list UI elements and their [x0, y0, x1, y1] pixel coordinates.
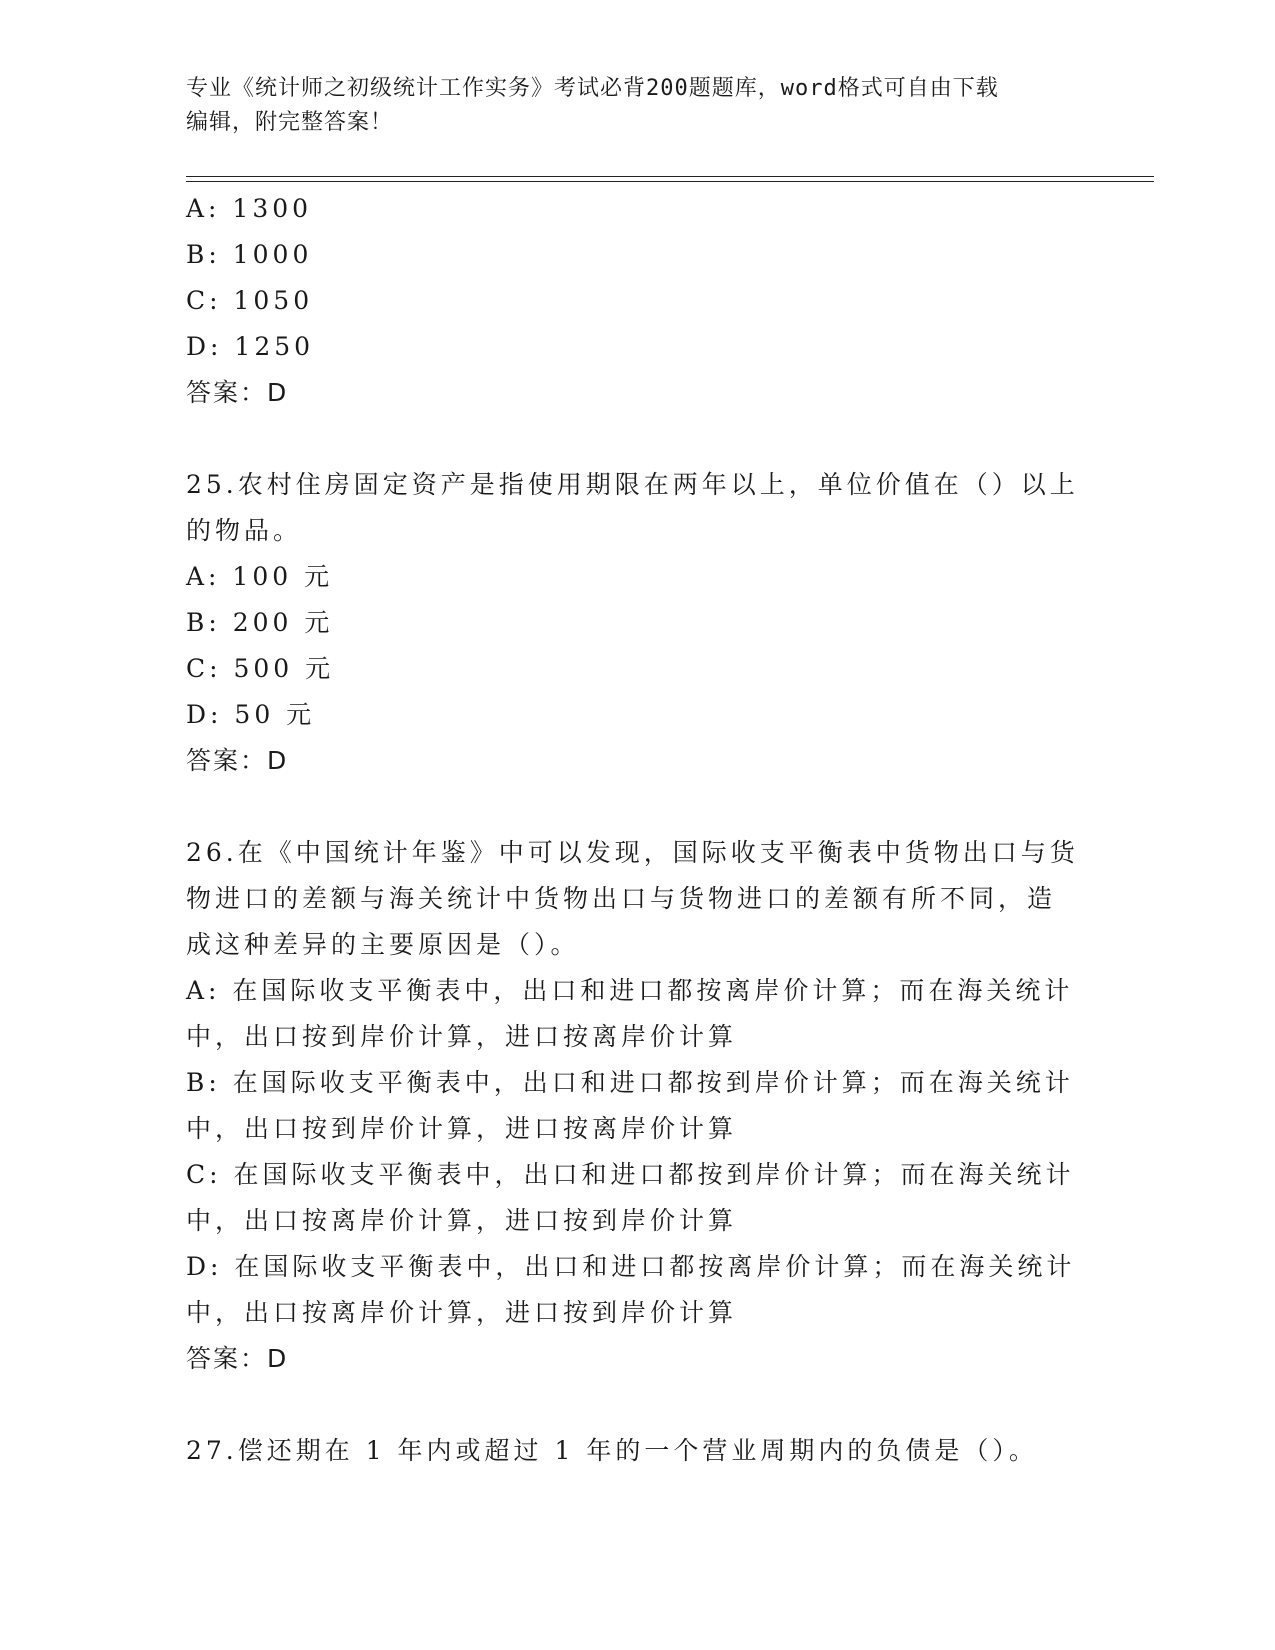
question-stem-line: 成这种差异的主要原因是（）。 [186, 930, 580, 959]
header-title-line-2: 编辑，附完整答案！ [186, 110, 394, 135]
option-d: D: 50 元 [186, 700, 316, 729]
question-stem-line: 的物品。 [186, 516, 303, 545]
option-d: D: 1250 [186, 332, 315, 361]
option-b-line-2: 中，出口按到岸价计算，进口按离岸价计算 [186, 1114, 738, 1143]
option-a-line-1: A: 在国际收支平衡表中，出口和进口都按离岸价计算；而在海关统计 [186, 976, 1074, 1005]
header-divider-top [186, 176, 1154, 177]
spacer [186, 1382, 1086, 1428]
question-stem-line: 26.在《中国统计年鉴》中可以发现，国际收支平衡表中货物出口与货 [186, 838, 1079, 867]
question-content [186, 186, 1086, 1474]
question-stem-line: 27.偿还期在 1 年内或超过 1 年的一个营业周期内的负债是（）。 [186, 1436, 1038, 1465]
spacer [186, 784, 1086, 830]
option-b-line-1: B: 在国际收支平衡表中，出口和进口都按到岸价计算；而在海关统计 [186, 1068, 1074, 1097]
option-c-line-1: C: 在国际收支平衡表中，出口和进口都按到岸价计算；而在海关统计 [186, 1160, 1075, 1189]
option-a-line-2: 中，出口按到岸价计算，进口按离岸价计算 [186, 1022, 738, 1051]
header-title-line-1: 专业《统计师之初级统计工作实务》考试必背200题题库，word格式可自由下载 [186, 76, 999, 101]
option-d-line-2: 中，出口按离岸价计算，进口按到岸价计算 [186, 1298, 738, 1327]
option-d-line-1: D: 在国际收支平衡表中，出口和进口都按离岸价计算；而在海关统计 [186, 1252, 1076, 1281]
answer-line: 答案：D [186, 746, 289, 775]
option-b: B: 1000 [186, 240, 313, 269]
option-a: A: 1300 [186, 194, 313, 223]
question-25 [186, 462, 1086, 784]
header-divider-bottom [186, 181, 1154, 182]
option-c: C: 500 元 [186, 654, 335, 683]
spacer [186, 416, 1086, 462]
option-b: B: 200 元 [186, 608, 334, 637]
document-header [186, 72, 1066, 140]
option-c-line-2: 中，出口按离岸价计算，进口按到岸价计算 [186, 1206, 738, 1235]
answer-line: 答案：D [186, 378, 289, 407]
question-24-options [186, 186, 1086, 416]
question-27 [186, 1428, 1086, 1474]
question-stem-line: 物进口的差额与海关统计中货物出口与货物进口的差额有所不同，造 [186, 884, 1057, 913]
answer-line: 答案：D [186, 1344, 289, 1373]
option-a: A: 100 元 [186, 562, 334, 591]
question-26 [186, 830, 1086, 1382]
option-c: C: 1050 [186, 286, 314, 315]
question-stem-line: 25.农村住房固定资产是指使用期限在两年以上，单位价值在（）以上 [186, 470, 1079, 499]
